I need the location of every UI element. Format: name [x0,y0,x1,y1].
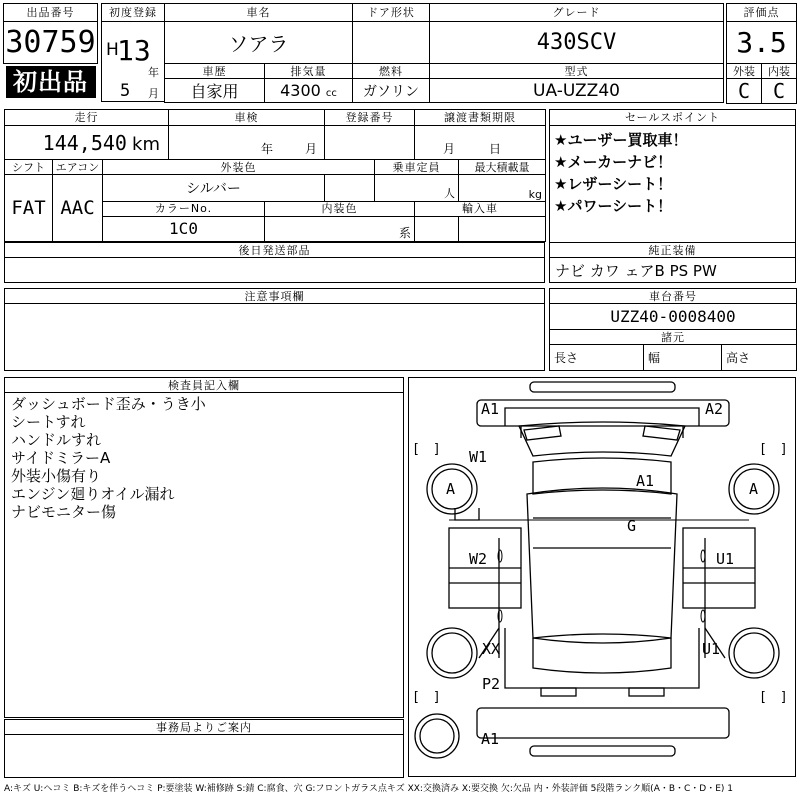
dims-header: 諸元 [550,330,797,345]
inspector-note: ダッシュボード歪み・うき小 [11,395,206,413]
sales-points-header: セールスポイント [550,110,796,126]
inspector-header: 検査員記入欄 [5,378,404,393]
interior-grade-header: 内装 [762,64,797,79]
load-header: 最大積載量 [459,160,546,175]
bracket-marker: [ ] [759,690,788,705]
month-unit: 月 [148,87,159,100]
interior-color-unit: 系 [265,216,415,241]
mileage-unit: km [132,133,161,155]
damage-label-xx: XX [482,640,501,658]
interior-grade: C [762,79,797,104]
transfer-month-unit: 月 [443,142,456,157]
bracket-marker: [ ] [412,690,441,705]
history-header: 車歴 [165,64,265,79]
registration-year: 13 [117,34,151,67]
fuel-value: ガソリン [353,79,430,103]
damage-label-rear: A1 [481,730,500,748]
aircon-value: AAC [53,175,103,242]
office-value [5,735,404,778]
inspection-header: 車検 [169,110,325,126]
exterior-color-header: 外装色 [103,160,375,175]
caution-value [5,304,545,371]
dims-length: 長さ [550,345,644,371]
damage-label-roof: G [627,517,637,535]
chassis-header: 車台番号 [550,289,797,304]
damage-label-w1: W1 [469,448,488,466]
color-no-header: カラーNo. [103,201,265,216]
bracket-marker: [ ] [759,442,788,457]
damage-label-w2: W2 [469,550,488,568]
plate-header: 登録番号 [325,110,415,126]
sales-point: ★ユーザー買取車！ [554,131,688,149]
wheel-icon [415,464,779,758]
lot-number: 30759 [4,22,98,64]
transfer-header: 譲渡書類期限 [415,110,546,126]
interior-color-header: 内装色 [265,201,415,216]
sales-point: ★パワーシート！ [554,197,673,215]
damage-label-front-left: A1 [481,400,500,418]
equipment-header: 純正装備 [550,243,796,258]
later-parts-header: 後日発送部品 [5,243,545,258]
inspector-note: サイドミラーA [11,449,111,467]
grade-header: グレード [430,4,724,22]
transfer-day-unit: 日 [489,142,502,157]
damage-label-hood: A1 [636,472,655,490]
exterior-grade-header: 外装 [727,64,762,79]
damage-label-p2: P2 [482,675,501,693]
mileage-value: 144,540 [42,130,127,155]
damage-label-wheel-right: A [749,480,759,498]
damage-label-u1-upper: U1 [716,550,735,568]
grade-value: 430SCV [430,22,724,64]
damage-label-front-right: A2 [705,400,724,418]
caution-header: 注意事項欄 [5,289,545,304]
chassis-value: UZZ40-0008400 [550,304,797,330]
inspector-note: ナビモニター傷 [11,503,117,521]
inspector-note: 外装小傷有り [11,467,102,485]
damage-label-u1-lower: U1 [702,640,721,658]
load-unit: kg [459,175,546,201]
aircon-header: エアコン [53,160,103,175]
history-value: 自家用 [165,79,265,103]
inspector-note: シートすれ [11,413,86,431]
first-listing-badge: 初出品 [6,66,96,98]
mileage-header: 走行 [5,110,169,126]
shift-value: FAT [5,175,53,242]
plate-value [325,126,415,160]
registration-header: 初度登録 [102,4,165,22]
capacity-unit: 人 [375,175,459,201]
inspection-month-unit: 月 [305,142,318,157]
model-header: 型式 [430,64,724,79]
registration-month: 5 [120,81,131,101]
later-parts-value [5,258,545,283]
bracket-marker: [ ] [412,442,441,457]
model-value: UA-UZZ40 [430,79,724,103]
era: H [106,40,119,60]
displacement-unit: cc [325,88,337,99]
car-name: ソアラ [165,22,353,64]
exterior-color-value: シルバー [103,175,325,201]
car-name-header: 車名 [165,4,353,22]
shift-header: シフト [5,160,53,175]
exterior-grade: C [727,79,762,104]
displacement-value: 4300 [280,81,321,100]
capacity-header: 乗車定員 [375,160,459,175]
import-header: 輸入車 [415,201,546,216]
fuel-header: 燃料 [353,64,430,79]
displacement-header: 排気量 [265,64,353,79]
office-header: 事務局よりご案内 [5,720,404,735]
inspection-year-unit: 年 [261,142,274,157]
sales-point: ★レザーシート！ [554,175,673,193]
equipment-value: ナビ カワ ェアB PS PW [550,258,796,283]
dims-height: 高さ [722,345,797,371]
inspector-note: ハンドルすれ [11,431,102,449]
inspector-note: エンジン廻りオイル漏れ [11,485,175,503]
sales-point: ★メーカーナビ！ [554,153,673,171]
rating-score: 3.5 [727,22,797,64]
color-no-value: 1C0 [103,216,265,241]
dims-width: 幅 [644,345,722,371]
rating-header: 評価点 [727,4,797,22]
year-unit: 年 [148,66,159,79]
damage-legend: A:キズ U:ヘコミ B:キズを伴うヘコミ P:要塗装 W:補修跡 S:錆 C:腐食、穴 G:フロントガラス点キズ XX:交換済み X:要交換 欠:欠品 内・外装評価 5段階ランク順(A・B・C・D・E) 1 [4,784,734,794]
car-diagram [408,377,796,777]
damage-label-wheel-left: A [446,480,456,498]
lot-header: 出品番号 [4,4,98,22]
door-header: ドア形状 [353,4,430,22]
car-outline [409,378,795,776]
door-value [353,22,430,64]
